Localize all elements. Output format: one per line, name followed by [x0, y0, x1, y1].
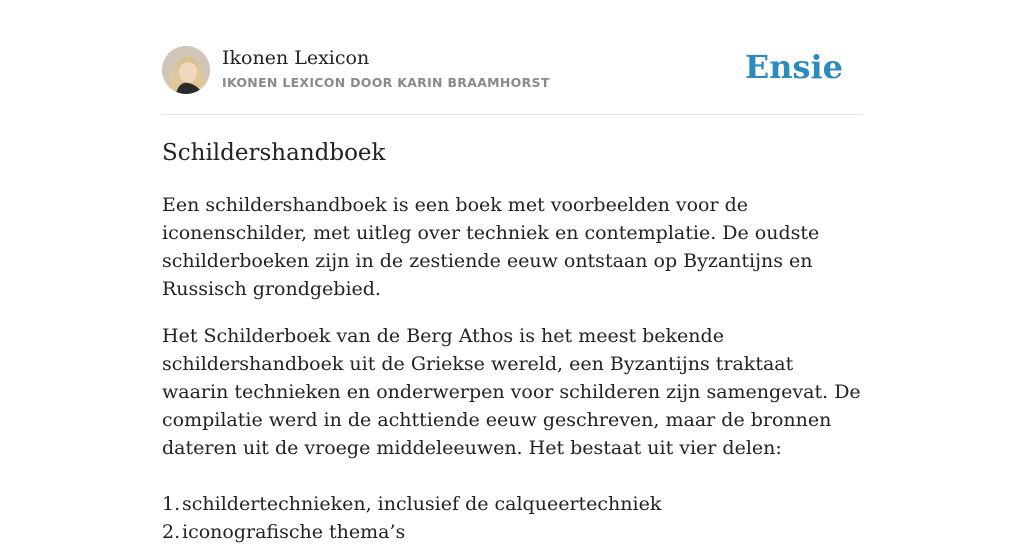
article-paragraph-2: Het Schilderboek van de Berg Athos is het meest bekende schildershandboek uit de Griekse wereld, een Byzantijns traktaat waarin technieken en onderwerpen voor schilderen zijn samengevat. De compilatie werd in de achttiende eeuw geschreven, maar de bronnen dateren uit de vroege middeleeuwen. Het bestaat uit vier delen: — [162, 325, 861, 459]
list-item — [162, 490, 862, 518]
article — [162, 135, 862, 546]
article-list — [162, 490, 862, 546]
ensie-logo-link[interactable]: Ensie — [744, 48, 843, 86]
site-title-link[interactable]: Ikonen Lexicon — [222, 47, 370, 69]
site-subtitle: IKONEN LEXICON DOOR KARIN BRAAMHORST — [222, 75, 550, 90]
list-item-number: 1. — [162, 493, 181, 515]
site-header — [162, 46, 862, 115]
author-portrait-icon[interactable] — [162, 46, 210, 94]
article-paragraph-1: Een schildershandboek is een boek met voorbeelden voor de iconenschilder, met uitleg over techniek en contemplatie. De oudste schilderboeken zijn in de zestiende eeuw ontstaan op Byzantijns en Russisch grondgebied. — [162, 194, 820, 300]
list-item — [162, 518, 862, 546]
list-item-text: iconografische thema’s — [182, 521, 406, 543]
list-item-text: schildertechnieken, inclusief de calqueertechniek — [182, 493, 662, 515]
article-title: Schildershandboek — [162, 140, 386, 166]
list-item-number: 2. — [162, 521, 181, 543]
